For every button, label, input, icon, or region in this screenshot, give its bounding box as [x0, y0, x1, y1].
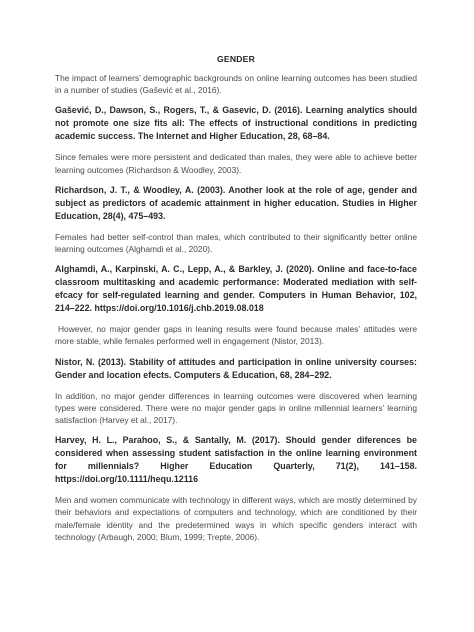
reference-entry: Richardson, J. T., & Woodley, A. (2003). Another look at the role of age, gender and subject as predictors of academic attainment in higher education. Studies in Higher Education, 28(4), 475–493. — [55, 184, 417, 221]
body-paragraph: Since females were more persistent and dedicated than males, they were able to achieve better learning outcomes (Richardson & Woodley, 2003). — [55, 152, 417, 175]
document-title: GENDER — [217, 54, 255, 64]
body-paragraph: In addition, no major gender differences in learning outcomes were discovered when learning types were considered. There were no major gender gaps in online millennial learners’ learning satisfaction (Harvey et al., 2017). — [55, 390, 417, 426]
body-paragraph: Men and women communicate with technology in different ways, which are mostly determined by their behaviors and expectations of computers and technology, which are conditioned by their male/female identity and the predetermined ways in which specific genders interact with technology (Arbaugh, 2000; Blum, 1999; Trepte, 2006). — [55, 495, 417, 542]
reference-entry: Alghamdi, A., Karpinski, A. C., Lepp, A., & Barkley, J. (2020). Online and face-to-face classroom multitasking and academic performance: Moderated mediation with self-efcacy for self-regulated learning and gender. Computers in Human Behavior, 102, 214–222. https://doi.org/10.1016/j.chb.2019.08.018 — [55, 264, 417, 314]
document-page — [55, 54, 417, 551]
body-paragraph: However, no major gender gaps in leaning results were found because males’ attitudes were more stable, while females performed well in engagement (Nistor, 2013). — [55, 324, 417, 347]
reference-entry: Gašević, D., Dawson, S., Rogers, T., & Gasevic, D. (2016). Learning analytics should not promote one size fits all: The effects of instructional conditions in predicting academic success. The Internet and Higher Education, 28, 68–84. — [55, 105, 417, 142]
body-paragraph: Females had better self-control than males, which contributed to their significantly better online learning outcomes (Alghamdi et al., 2020). — [55, 231, 417, 255]
reference-entry: Nistor, N. (2013). Stability of attitudes and participation in online university courses: Gender and location efects. Computers & Education, 68, 284–292. — [55, 356, 417, 380]
body-paragraph: The impact of learners’ demographic backgrounds on online learning outcomes has been studied in a number of studies (Gašević et al., 2016). — [55, 73, 417, 96]
reference-entry: Harvey, H. L., Parahoo, S., & Santally, M. (2017). Should gender diferences be considered when assessing student satisfaction in the online learning environment for millennials? Higher Education Quarterly, 71(2), 141–158. https://doi.org/10.1111/hequ.12116 — [55, 435, 417, 485]
